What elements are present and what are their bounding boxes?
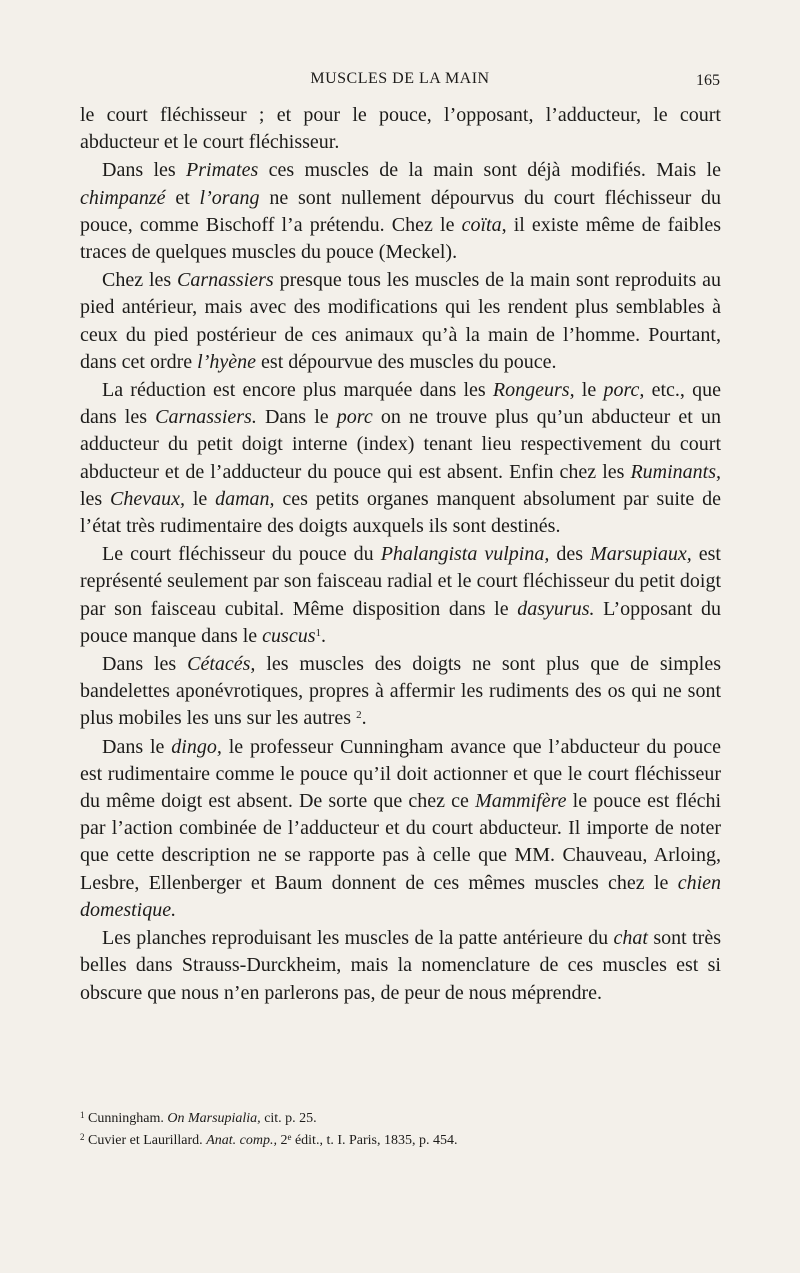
- text-run: 2: [276, 1133, 288, 1148]
- italic-text: Carnassiers.: [155, 406, 257, 429]
- italic-text: Primates: [186, 159, 259, 182]
- running-header: [80, 70, 720, 96]
- text-run: les: [80, 487, 111, 510]
- text-run: Dans le: [102, 735, 172, 758]
- italic-text: l’hyène: [197, 350, 257, 373]
- italic-text: On Marsupialia,: [167, 1111, 261, 1126]
- text-run: .: [321, 624, 326, 647]
- text-run: etc., que dans les: [80, 379, 722, 429]
- text-run: le court fléchisseur ; et pour le pouce, l’opposant, l’adducteur, le court abducteur et le court fléchisseur.: [80, 104, 721, 154]
- italic-text: Cétacés,: [187, 653, 256, 676]
- italic-text: Marsupiaux,: [590, 543, 692, 566]
- italic-text: chat: [613, 927, 648, 950]
- footnotes: [80, 1108, 720, 1152]
- text-run: Les planches reproduisant les muscles de la patte antérieure du: [102, 927, 614, 950]
- text-run: Cuvier et Laurillard.: [84, 1133, 207, 1148]
- text-run: le: [574, 379, 604, 402]
- italic-text: Chevaux,: [110, 487, 186, 510]
- italic-text: l’orang: [199, 186, 260, 209]
- italic-text: Ruminants,: [630, 460, 721, 483]
- paragraph: [80, 651, 721, 733]
- text-run: est dépourvue des muscles du pouce.: [256, 350, 557, 373]
- paragraph: [80, 267, 721, 376]
- text-run: sont très belles dans Strauss-Durckheim, mais la nomenclature de ces muscles est si obscure que nous n’en parlerons pas, de peur de nous méprendre.: [80, 927, 721, 1004]
- paragraph: [80, 377, 721, 540]
- italic-text: Anat. comp.,: [206, 1133, 277, 1148]
- text-run: Le court fléchisseur du pouce du: [102, 543, 381, 566]
- italic-text: Mammifère: [475, 790, 567, 813]
- text-run: .: [361, 707, 367, 730]
- text-run: , il existe même de faibles traces de quelques muscles du pouce (Meckel).: [80, 213, 721, 264]
- italic-text: daman,: [215, 487, 275, 510]
- italic-text: coïta: [461, 213, 502, 236]
- text-run: presque tous les muscles de la main sont reproduits au pied antérieur, mais avec des modifications qui les rendent plus semblables à ceux du pied postérieur de ces animaux qu’à la main de l’homme. Pourtant, dans cet ordre: [80, 269, 721, 373]
- italic-text: porc,: [603, 379, 645, 402]
- text-run: des: [549, 543, 591, 566]
- text-run: on ne trouve plus qu’un abducteur et un adducteur du petit doigt interne (index) tenant lieu respectivement du court abducteur et de l’adducteur du pouce qui est absent. Enfin chez les: [80, 406, 721, 483]
- running-title: MUSCLES DE LA MAIN: [310, 70, 490, 87]
- text-run: Dans le: [256, 406, 337, 429]
- italic-text: Phalangista vulpina,: [380, 543, 550, 566]
- paragraph: [80, 102, 721, 156]
- footnote-mark: e: [287, 1132, 292, 1142]
- text-run: Cunningham.: [84, 1111, 168, 1126]
- text-run: L’opposant du pouce manque dans le: [80, 597, 721, 647]
- footnote: [80, 1130, 720, 1152]
- text-run: Dans les: [102, 653, 188, 676]
- text-run: ces petits organes manquent absolument par suite de l’état très rudimentaire des doigts auxquels ils sont destinés.: [80, 487, 721, 538]
- text-run: les muscles des doigts ne sont plus que de simples bandelettes aponévrotiques, propres à affermir les rudiments des os qui ne sont plus mobiles les uns sur les autres: [80, 653, 721, 730]
- italic-text: chien domestique.: [80, 871, 721, 921]
- paragraph: [80, 925, 721, 1007]
- italic-text: Carnassiers: [177, 269, 274, 292]
- footnote-mark: 2: [356, 709, 362, 722]
- text-run: le professeur Cunningham avance que l’abducteur du pouce est rudimentaire comme le pouce qu’il doit actionner et que le court fléchisseur du même doigt est absent. De sorte que chez ce: [80, 735, 721, 813]
- text-run: ces muscles de la main sont déjà modifiés. Mais le: [258, 159, 721, 182]
- text-run: et: [165, 186, 200, 209]
- text-run: La réduction est encore plus marquée dans les: [102, 379, 493, 402]
- text-run: édit., t. I. Paris, 1835, p. 454.: [291, 1133, 458, 1148]
- italic-text: dingo,: [171, 735, 222, 758]
- text-run: est représenté seulement par son faisceau radial et le court fléchisseur du petit doigt par son faisceau cubital. Même disposition dans le: [80, 543, 721, 620]
- text-run: ne sont nullement dépourvus du court fléchisseur du pouce, comme Bischoff l’a prétendu. Chez le: [80, 186, 722, 236]
- text-run: le: [185, 487, 216, 510]
- footnote-mark: 1: [315, 626, 321, 639]
- text-run: Chez les: [102, 269, 178, 292]
- footnote-mark: 2: [80, 1132, 85, 1142]
- italic-text: dasyurus.: [517, 597, 595, 620]
- text-run: Dans les: [102, 159, 187, 182]
- italic-text: porc: [336, 406, 373, 429]
- italic-text: cuscus: [262, 624, 316, 647]
- footnote-mark: 1: [80, 1110, 85, 1120]
- italic-text: chimpanzé: [80, 186, 166, 209]
- text-run: cit. p. 25.: [260, 1111, 317, 1126]
- paragraph: [80, 541, 721, 650]
- paragraph: [80, 157, 721, 266]
- italic-text: Rongeurs,: [492, 379, 575, 402]
- body-text: [80, 102, 721, 1008]
- footnote: [80, 1108, 720, 1130]
- page-number: 165: [696, 72, 720, 89]
- paragraph: [80, 734, 721, 924]
- text-run: le pouce est fléchi par l’action combinée de l’adducteur et du court abducteur. Il importe de noter que cette description ne se rapporte pas à celle que MM. Chauveau, Arloing, Lesbre, Ellenberger et Baum donnent de ces mêmes muscles chez le: [80, 790, 722, 894]
